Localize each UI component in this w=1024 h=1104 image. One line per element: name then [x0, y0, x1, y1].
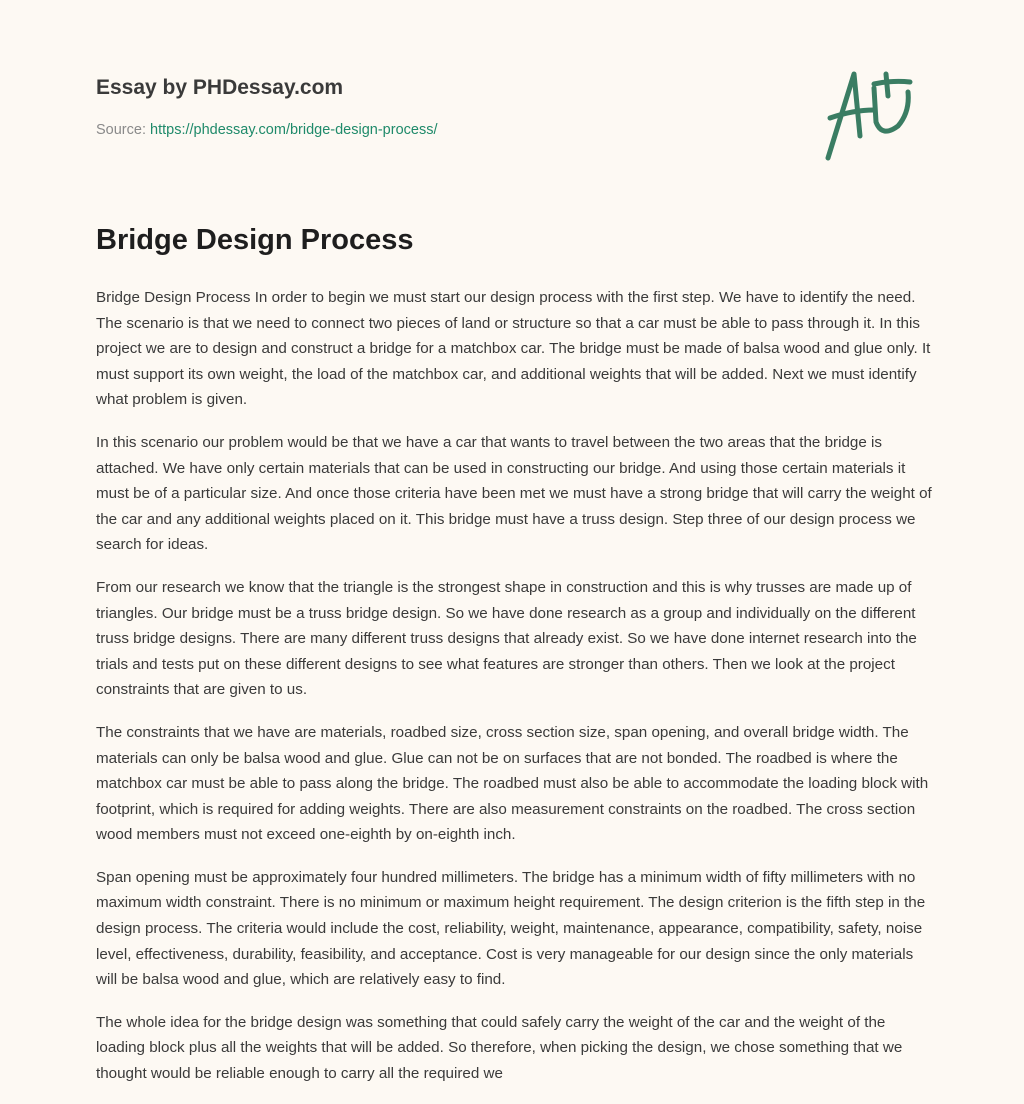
source-label: Source:: [96, 122, 146, 138]
paragraph: Span opening must be approximately four hundred millimeters. The bridge has a minimum width of fifty millimeters with no maximum width constraint. There is no minimum or maximum height requirement. The design criterion is the fifth step in the design process. The criteria would include the cost, reliability, weight, maintenance, appearance, compatibility, safety, noise level, effectiveness, durability, feasibility, and acceptance. Cost is very manageable for our design since the only materials will be balsa wood and glue, which are relatively easy to find.: [96, 868, 926, 989]
site-title: Essay by PHDessay.com: [96, 76, 344, 99]
source-link[interactable]: https://phdessay.com/bridge-design-process/: [150, 122, 438, 138]
article-body: [96, 285, 936, 1104]
paragraph: The whole idea for the bridge design was something that could safely carry the weight of the car and the weight of the loading block plus all the weights that will be added. So therefore, when picking the design, we chose something that we thought would be reliable enough to carry all the required we: [96, 1013, 903, 1083]
paragraph: Bridge Design Process In order to begin we must start our design process with the first step. We have to identify the need. The scenario is that we need to connect two pieces of land or structure so that a car must be able to pass through it. In this project we are to design and construct a bridge for a matchbox car. The bridge must be made of balsa wood and glue only. It must support its own weight, the load of the matchbox car, and additional weights that will be added. Next we must identify what problem is given.: [96, 289, 931, 409]
paragraph: From our research we know that the triangle is the strongest shape in construction and this is why trusses are made up of triangles. Our bridge must be a truss bridge design. So we have done research as a group and individually on the different truss bridge designs. There are many different truss designs that already exist. So we have done internet research into the trials and tests put on these different designs to see what features are stronger than others. Then we look at the project constraints that are given to us.: [96, 578, 917, 699]
paragraph: The constraints that we have are materials, roadbed size, cross section size, span opening, and overall bridge width. The materials can only be balsa wood and glue. Glue can not be on surfaces that are not bonded. The roadbed is where the matchbox car must be able to pass along the bridge. The roadbed must also be able to accommodate the loading block with footprint, which is required for adding weights. There are also measurement constraints on the roadbed. The cross section wood members must not exceed one-eighth by on-eighth inch.: [96, 723, 929, 844]
a-plus-logo-icon: [818, 66, 928, 166]
paragraph: In this scenario our problem would be that we have a car that wants to travel between the two areas that the bridge is attached. We have only certain materials that can be used in constructing our bridge. And using those certain materials it must be of a particular size. And once those criteria have been met we must have a strong bridge that will carry the weight of the car and any additional weights placed on it. This bridge must have a truss design. Step three of our design process we search for ideas.: [96, 433, 932, 554]
essay-header: [96, 76, 437, 138]
source-line: [96, 122, 437, 138]
article-title: Bridge Design Process: [96, 224, 414, 256]
